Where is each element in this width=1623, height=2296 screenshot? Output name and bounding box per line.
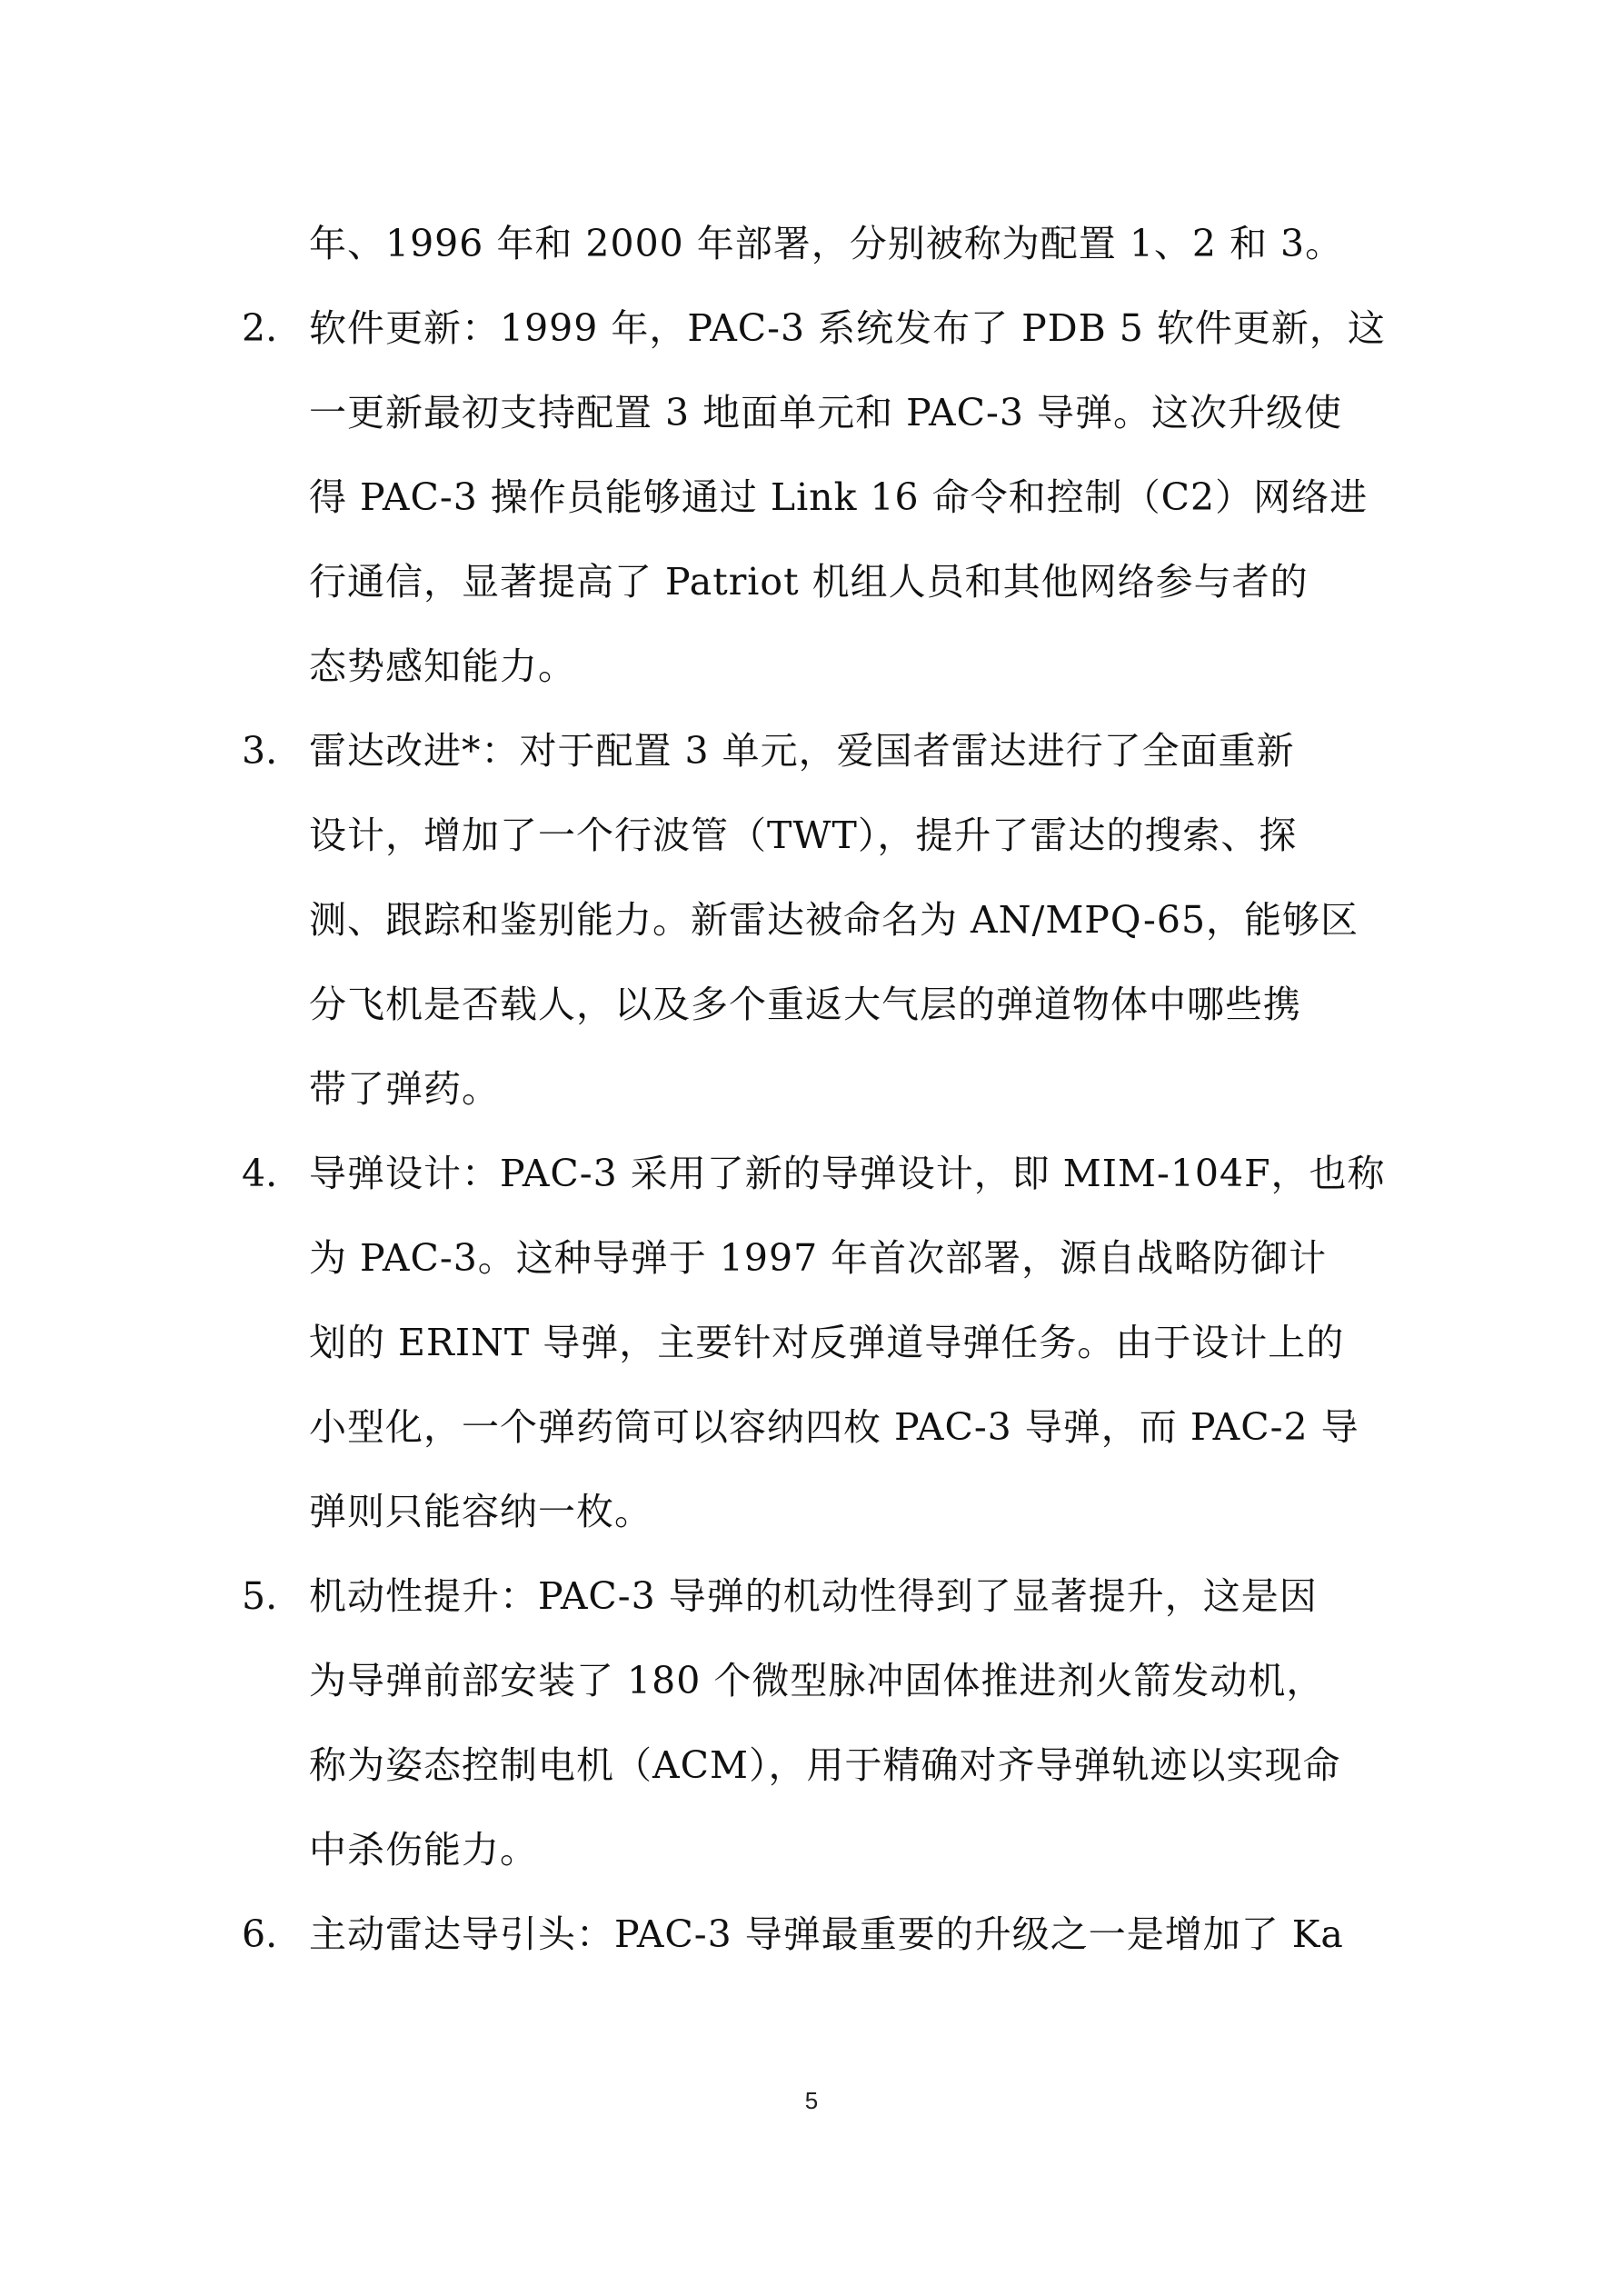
list-item-missile-design: [242, 1132, 1387, 1554]
text-line: 一更新最初支持配置 3 地面单元和 PAC-3 导弹。这次升级使: [309, 391, 1342, 434]
list-item-maneuverability: [242, 1554, 1387, 1892]
text-line: 小型化，一个弹药筒可以容纳四枚 PAC-3 导弹，而 PAC-2 导: [309, 1405, 1359, 1449]
text-line: 称为姿态控制电机（ACM），用于精确对齐导弹轨迹以实现命: [309, 1743, 1341, 1787]
text-line: 中杀伤能力。: [309, 1828, 538, 1872]
text-line: 得 PAC-3 操作员能够通过 Link 16 命令和控制（C2）网络进: [309, 475, 1369, 519]
list-item-number: 5.: [242, 1574, 278, 1618]
list-item-number: 3.: [242, 729, 278, 773]
list-item-number: 2.: [242, 306, 278, 350]
text-line: 测、跟踪和鉴别能力。新雷达被命名为 AN/MPQ-65，能够区: [309, 898, 1359, 942]
list-item-continuation: [242, 202, 1387, 286]
text-line: 行通信，显著提高了 Patriot 机组人员和其他网络参与者的: [309, 560, 1309, 604]
list-item-active-radar-seeker: [242, 1892, 1387, 1977]
text-line: 设计，增加了一个行波管（TWT），提升了雷达的搜索、探: [309, 814, 1298, 857]
text-line: 带了弹药。: [309, 1067, 500, 1111]
page-number: 5: [804, 2087, 819, 2114]
text-line: 为 PAC-3。这种导弹于 1997 年首次部署，源自战略防御计: [309, 1236, 1328, 1280]
text-line: 软件更新：1999 年，PAC-3 系统发布了 PDB 5 软件更新，这: [309, 306, 1386, 350]
text-line: 弹则只能容纳一枚。: [309, 1490, 652, 1533]
document-body: [242, 202, 1387, 1977]
list-item-radar-improvement: [242, 709, 1387, 1132]
text-line: 态势感知能力。: [309, 644, 576, 688]
text-line: 划的 ERINT 导弹，主要针对反弹道导弹任务。由于设计上的: [309, 1321, 1345, 1364]
text-line: 雷达改进*：对于配置 3 单元，爱国者雷达进行了全面重新: [309, 729, 1295, 773]
text-line: 机动性提升：PAC-3 导弹的机动性得到了显著提升，这是因: [309, 1574, 1318, 1618]
list-item-software-update: [242, 286, 1387, 709]
list-item-number: 6.: [242, 1912, 278, 1956]
list-item-number: 4.: [242, 1152, 278, 1195]
text-line: 分飞机是否载人，以及多个重返大气层的弹道物体中哪些携: [309, 983, 1301, 1026]
text-line: 为导弹前部安装了 180 个微型脉冲固体推进剂火箭发动机，: [309, 1659, 1325, 1702]
text-line: 年、1996 年和 2000 年部署，分别被称为配置 1、2 和 3。: [309, 222, 1344, 265]
text-line: 导弹设计：PAC-3 采用了新的导弹设计，即 MIM-104F，也称: [309, 1152, 1386, 1195]
text-line: 主动雷达导引头：PAC-3 导弹最重要的升级之一是增加了 Ka: [309, 1912, 1344, 1956]
